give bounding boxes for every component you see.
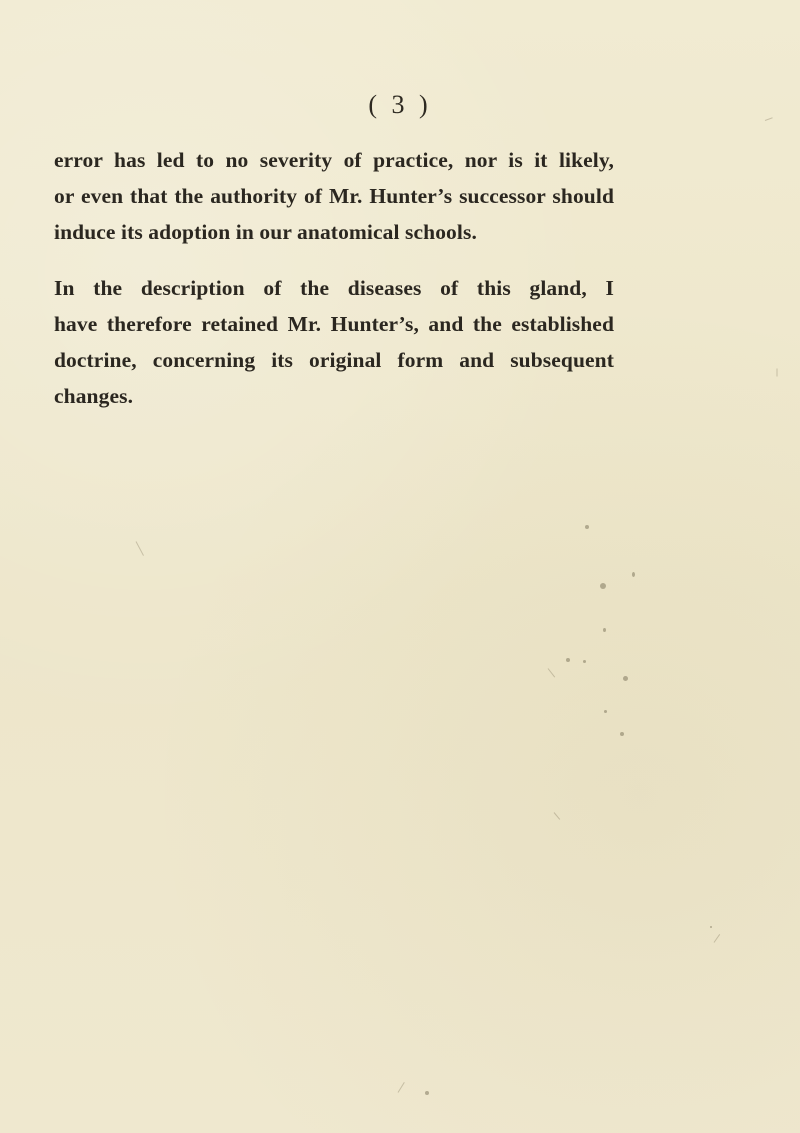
paragraph-line: error has led to no severity of practice, nor is it likely, — [54, 148, 614, 172]
paper-speck — [583, 660, 586, 663]
paper-speck — [620, 732, 624, 736]
paper-speck — [604, 710, 607, 713]
paper-speck — [585, 525, 589, 529]
paper-speck — [710, 926, 712, 928]
paragraph-line: doctrine, concerning its original form and subsequent — [54, 348, 614, 372]
paper-speck — [425, 1091, 429, 1095]
paper-speck — [603, 628, 606, 632]
paragraph-line: induce its adoption in our anatomical schools. — [54, 220, 477, 244]
paper-speck — [632, 572, 635, 577]
paragraph-line: In the description of the diseases of this gland, I — [54, 276, 614, 300]
paper-mark — [714, 934, 721, 943]
paper-mark — [398, 1082, 405, 1093]
paragraph-line: changes. — [54, 384, 134, 408]
paper-mark — [777, 369, 778, 377]
paragraph-line: or even that the authority of Mr. Hunter’s successor should — [54, 184, 614, 208]
paper-speck — [623, 676, 628, 681]
paper-speck — [566, 658, 570, 662]
paper-mark — [548, 668, 556, 677]
paragraph-1 — [54, 142, 614, 250]
page-number: ( 3 ) — [368, 90, 432, 119]
paper-mark — [554, 812, 561, 820]
paper-speck — [600, 583, 606, 589]
paper-mark — [136, 541, 144, 556]
paragraph-line: have therefore retained Mr. Hunter’s, and the established — [54, 312, 614, 336]
paragraph-2 — [54, 270, 614, 414]
